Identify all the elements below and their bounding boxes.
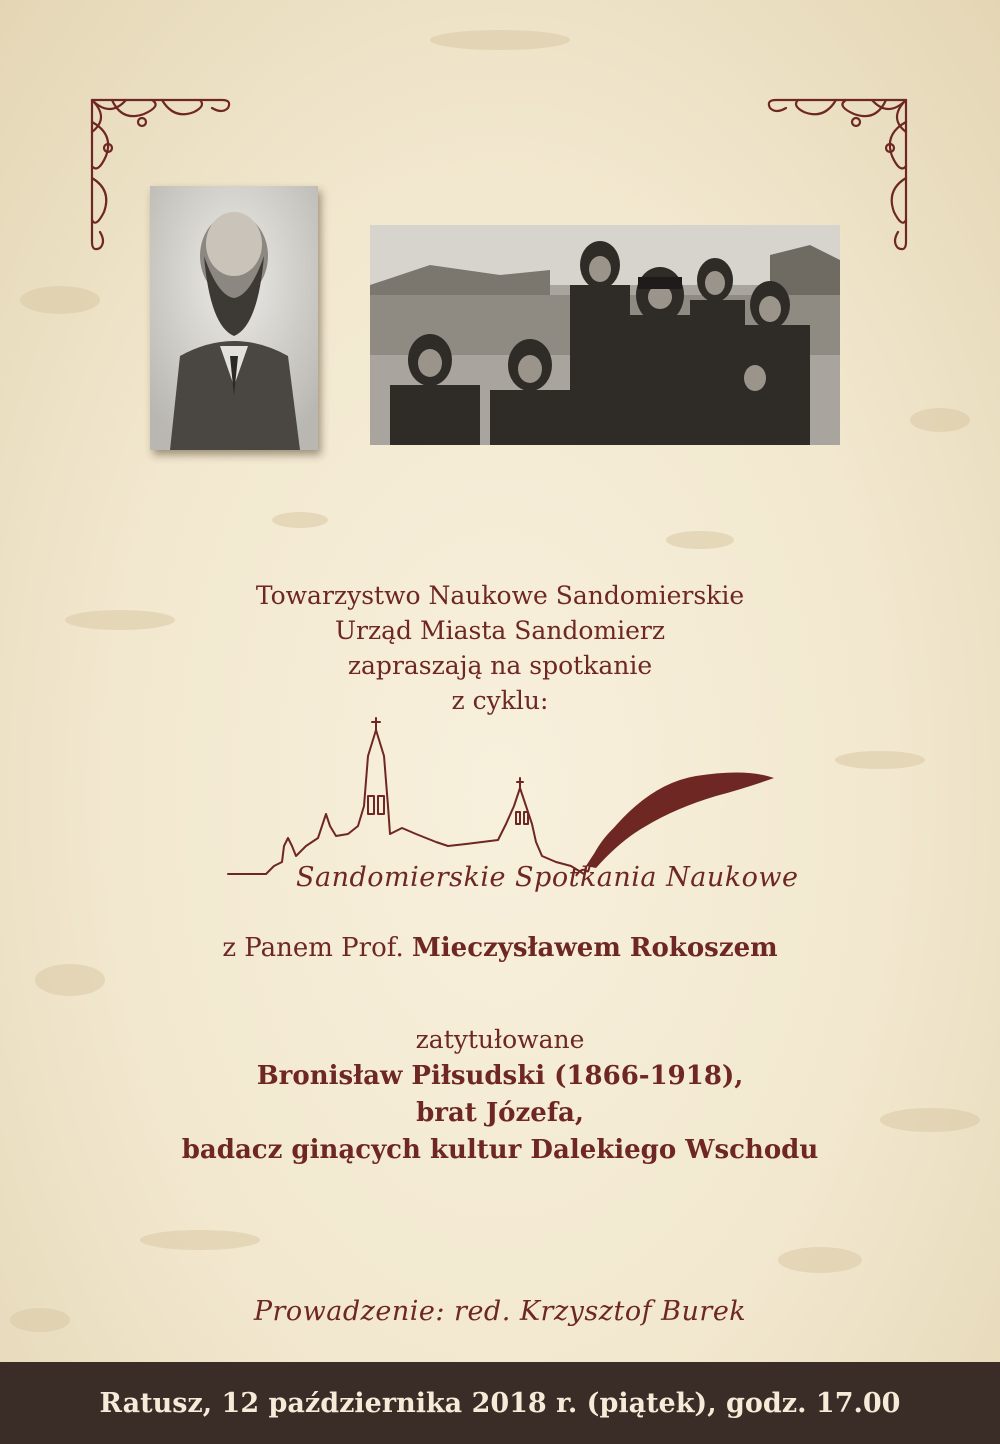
- organizer-city-office: Urząd Miasta Sandomierz: [334, 616, 666, 645]
- event-details: Ratusz, 12 października 2018 r. (piątek), godz. 17.00: [99, 1387, 901, 1419]
- organizer-society: Towarzystwo Naukowe Sandomierskie: [255, 581, 745, 610]
- speaker-line: [100, 933, 900, 963]
- invitation-line: zapraszają na spotkanie: [347, 651, 653, 680]
- lecture-title-line-1: Bronisław Piłsudski (1866-1918),: [256, 1061, 744, 1091]
- series-logo-text: Sandomierskie Spotkania Naukowe: [296, 862, 799, 893]
- speaker-name: Mieczysławem Rokoszem: [412, 933, 778, 963]
- group-photo: [370, 225, 840, 445]
- event-footer: [0, 1362, 1000, 1444]
- series-lead: z cyklu:: [451, 686, 549, 715]
- portrait-photo: [150, 186, 318, 450]
- lecture-title-line-3: badacz ginących kultur Dalekiego Wschodu: [181, 1135, 819, 1165]
- lecture-lead: zatytułowane: [415, 1025, 585, 1054]
- lecture-title-line-2: brat Józefa,: [416, 1098, 584, 1128]
- intro-text: [100, 578, 900, 718]
- speaker-prefix: z Panem Prof.: [222, 933, 412, 963]
- host-line: Prowadzenie: red. Krzysztof Burek: [253, 1296, 747, 1327]
- lecture-title-block: [100, 1021, 900, 1169]
